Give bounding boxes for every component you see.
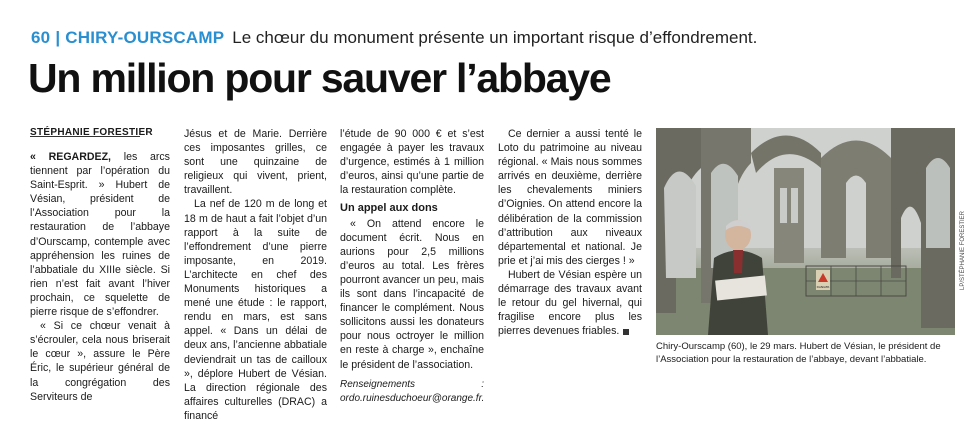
department-code: 60 bbox=[31, 28, 51, 47]
abbey-ruins-illustration bbox=[656, 128, 955, 335]
paragraph: « Si ce chœur venait à s’écrouler, cela nous briserait le cœur », assure le Père Éric, le supérieur général de la congrégation des Serviteurs de bbox=[30, 320, 170, 403]
deck-text: Le chœur du monument présente un important risque d’effondrement. bbox=[232, 28, 758, 47]
paragraph-text: Hubert de Vésian espère un démarrage des travaux avant le retour du gel hivernal, qui fragilise encore plus les pierres devenues friables. bbox=[498, 268, 642, 338]
place-name: CHIRY-OURSCAMP bbox=[65, 28, 225, 47]
section-kicker bbox=[31, 28, 224, 47]
paragraph: Jésus et de Marie. Derrière ces imposantes grilles, ce sont une quinzaine de religieux qui vivent, prient, travaillent. bbox=[184, 128, 327, 197]
article-column-4 bbox=[498, 127, 642, 338]
byline: STÉPHANIE FORESTIER bbox=[30, 127, 153, 138]
paragraph bbox=[498, 268, 642, 338]
article-column-1 bbox=[30, 150, 170, 404]
abbey-photo bbox=[656, 128, 955, 335]
article-column-3 bbox=[340, 127, 484, 406]
paragraph: Ce dernier a aussi tenté le Loto du patrimoine au niveau régional. « Mais nous sommes arrivés en deuxième, derrière les chevalements miniers d’Oignies. On attend encore la délibération de la commission d’attribution aux niveaux départemental et national. Je prie et j’ai mis des cierges ! » bbox=[498, 128, 642, 267]
end-mark-icon bbox=[623, 329, 629, 335]
contact-info: Renseignements : ordo.ruinesduchoeur@orange.fr. bbox=[340, 378, 485, 404]
headline: Un million pour sauver l’abbaye bbox=[28, 55, 611, 101]
lead-in: « REGARDEZ, bbox=[30, 151, 111, 163]
photo-caption: Chiry-Ourscamp (60), le 29 mars. Hubert de Vésian, le président de l’Association pour la restauration de l’abbaye, devant l’abbatiale. bbox=[656, 341, 941, 365]
subheading: Un appel aux dons bbox=[340, 202, 438, 215]
kicker-line bbox=[31, 28, 953, 58]
sign-label: DANGER bbox=[816, 285, 830, 289]
paragraph: « On attend encore le document écrit. Nous en aurions pour 2,5 millions d’euros au total. Les frères pourront avancer un peu, mais ils sont dans l’incapacité de financer le complément. Nous sollicitons aussi les donateurs pour nous octroyer le million en reste à charge », enchaîne le président de l’association. bbox=[340, 217, 484, 371]
paragraph-text: les arcs tiennent par l’opération du Saint-Esprit. » Hubert de Vésian, président de l’Association pour la restauration de l’abbaye d’Ourscamp, contemple avec appréhension les ruines de l’abbatiale du XIIIe siècle. Si rien n’est fait avant l’hiver prochain, ce squelette de pierre risque de s’effondrer. bbox=[30, 151, 170, 319]
paragraph: l’étude de 90 000 € et s’est engagée à payer les travaux d’urgence, estimés à 1 million d’euros, ainsi qu’une partie de la restauration complète. bbox=[340, 128, 484, 197]
photo-credit: LP/STÉPHANIE FORESTIER bbox=[960, 210, 966, 290]
article-column-2 bbox=[184, 127, 327, 423]
paragraph: La nef de 120 m de long et 18 m de haut a fait l’objet d’un rapport à la suite de l’effondrement d’une pierre imposante, en 2019. L’architecte en chef des Monuments historiques a mené une étude : le rapport, rendu en mars, est sans appel. « Dans un délai de deux ans, l’ancienne abbatiale deviendrait un tas de cailloux », déplore Hubert de Vésian. La direction régionale des affaires culturelles (DRAC) a financé bbox=[184, 198, 327, 422]
kicker-separator: | bbox=[55, 28, 61, 47]
paragraph bbox=[30, 150, 170, 319]
